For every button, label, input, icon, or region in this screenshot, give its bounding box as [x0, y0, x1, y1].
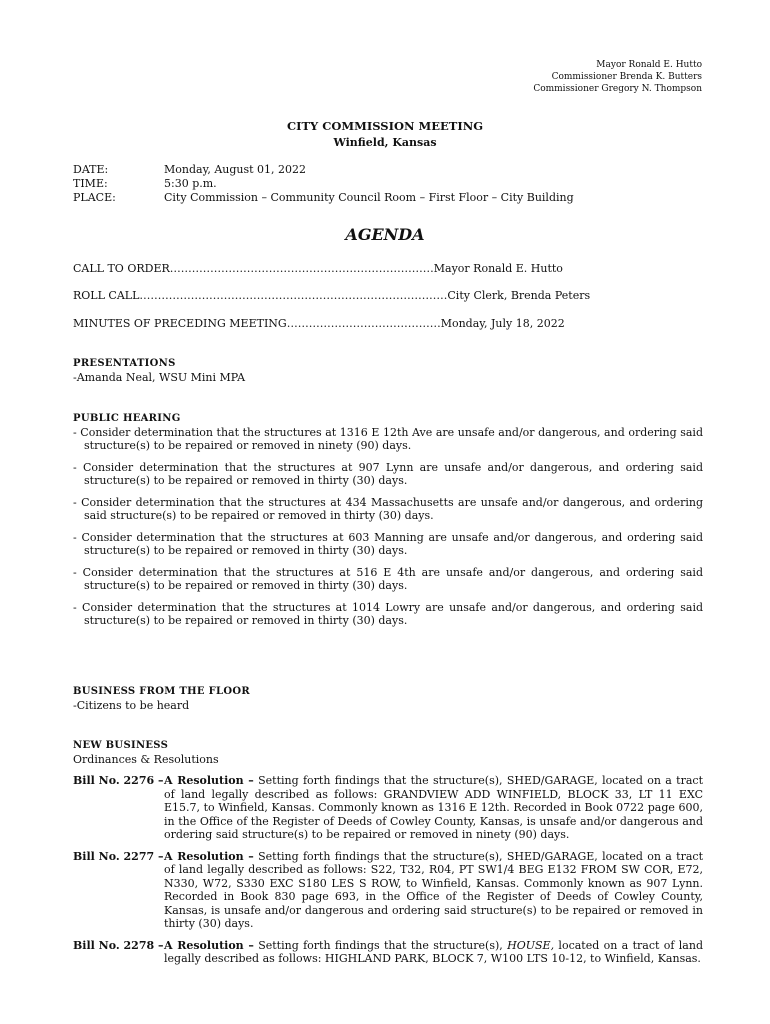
leader-value: Mayor Ronald E. Hutto: [433, 262, 563, 275]
leader-value: Monday, July 18, 2022: [440, 317, 565, 330]
info-label: PLACE:: [73, 191, 116, 204]
agenda-title: AGENDA: [345, 225, 425, 244]
info-value: 5:30 p.m.: [164, 177, 217, 190]
bill-body-a: Setting forth findings that the structure(s), SHED/GARAGE,: [258, 774, 598, 787]
list-item: - Consider determination that the structures at 516 E 4th are unsafe and/or dangerous, and ordering said structure(s) to be repaired or removed in thirty (30) days.: [73, 565, 703, 592]
list-item: -Citizens to be heard: [73, 698, 190, 712]
bill-body-b: located on a tract of land legally described as follows: S22, T32, R04, PT SW1/4 BEG E132 FROM SW COR, E72, N330, W72, S330 EXC S180 LES S ROW, to Winfield, Kansas. Commonly known as 907 Lynn. Recorded in Book 830 page 693, in the Office of the Register of Deeds of Cowley County, Kansas, is unsafe and/or dangerous and ordering said structure(s) to be repaired or removed in thirty (30) days.: [164, 849, 703, 930]
info-label: TIME:: [73, 177, 108, 190]
bill-body-a: Setting forth findings that the structure(s), SHED/GARAGE,: [258, 849, 598, 863]
new-business-section: [73, 739, 703, 974]
meeting-title: CITY COMMISSION MEETING: [286, 119, 484, 133]
official-commissioner-thompson: Commissioner Gregory N. Thompson: [533, 84, 702, 94]
info-row-time: [73, 177, 574, 191]
list-item: - Consider determination that the structures at 603 Manning are unsafe and/or dangerous, and ordering said structure(s) to be repaired or removed in thirty (30) days.: [73, 530, 703, 557]
bill-text: [164, 939, 703, 966]
bill-structure-italic: HOUSE,: [507, 938, 555, 952]
info-row-date: [73, 163, 574, 177]
public-hearing-section: [73, 412, 703, 636]
section-subtitle: Ordinances & Resolutions: [73, 752, 219, 766]
list-item: - Consider determination that the structures at 1316 E 12th Ave are unsafe and/or dangerous, and ordering said structure(s) to be repaired or removed in ninety (90) days.: [73, 425, 703, 452]
bill-2278: [73, 939, 703, 966]
bill-number: Bill No. 2278 –: [73, 938, 164, 952]
official-mayor: Mayor Ronald E. Hutto: [596, 60, 702, 70]
list-item: -Amanda Neal, WSU Mini MPA: [73, 370, 246, 384]
info-value: Monday, August 01, 2022: [164, 163, 307, 176]
leader-label: ROLL CALL: [73, 289, 140, 302]
officials-list: [533, 59, 702, 95]
info-value: City Commission – Community Council Room – First Floor – City Building: [164, 191, 574, 204]
list-item: - Consider determination that the structures at 907 Lynn are unsafe and/or dangerous, and ordering said structure(s) to be repaired or removed in thirty (30) days.: [73, 460, 703, 487]
bill-2276: [73, 774, 703, 842]
info-row-place: [73, 191, 574, 205]
roll-call-line: [73, 289, 703, 303]
presentations-section: [73, 357, 703, 384]
leader-dots: ……………………………………: [286, 317, 441, 330]
bill-body-b: located on a tract of land legally described as follows: GRANDVIEW ADD WINFIELD, BLOCK 33, LT 11 EXC E15.7, to Winfield, Kansas. Commonly known as 1316 E 12th. Recorded in Book 0722 page 600, in the Office of the Register of Deeds of Cowley County, Kansas, is unsafe and/or dangerous and ordering said structure(s) to be repaired or removed in ninety (90) days.: [164, 774, 703, 841]
bill-text: [164, 850, 703, 931]
leader-label: CALL TO ORDER: [73, 262, 170, 275]
leader-value: City Clerk, Brenda Peters: [447, 289, 591, 302]
section-title: PUBLIC HEARING: [73, 413, 181, 424]
bill-text: [164, 774, 703, 842]
bill-body-a: Setting forth findings that the structure(s),: [258, 938, 503, 952]
section-title: NEW BUSINESS: [73, 740, 169, 751]
section-title: BUSINESS FROM THE FLOOR: [73, 686, 250, 697]
bill-type: A Resolution –: [164, 849, 254, 863]
leader-dots: …………………………………………………………………………: [139, 289, 448, 302]
minutes-line: [73, 317, 703, 331]
info-label: DATE:: [73, 163, 109, 176]
list-item: - Consider determination that the structures at 434 Massachusetts are unsafe and/or dangerous, and ordering said structure(s) to be repaired or removed in thirty (30) days.: [73, 495, 703, 522]
call-to-order-line: [73, 262, 703, 276]
list-item: - Consider determination that the structures at 1014 Lowry are unsafe and/or dangerous, and ordering said structure(s) to be repaired or removed in thirty (30) days.: [73, 600, 703, 627]
bill-number: Bill No. 2276 –: [73, 774, 164, 787]
leader-dots: ………………………………………………………………: [169, 262, 434, 275]
meeting-info: [73, 163, 574, 205]
bill-number: Bill No. 2277 –: [73, 849, 164, 863]
bill-type: A Resolution –: [164, 774, 254, 787]
official-commissioner-butters: Commissioner Brenda K. Butters: [551, 72, 702, 82]
meeting-location: Winfield, Kansas: [333, 136, 437, 149]
business-from-floor-section: [73, 685, 703, 712]
bill-body-b: located on a tract of land legally described as follows: HIGHLAND PARK, BLOCK 7, W100 LTS 10-12, to Winfield, Kansas.: [164, 938, 703, 965]
bill-type: A Resolution –: [164, 938, 254, 952]
section-title: PRESENTATIONS: [73, 358, 176, 369]
leader-label: MINUTES OF PRECEDING MEETING: [73, 317, 287, 330]
bill-2277: [73, 850, 703, 931]
